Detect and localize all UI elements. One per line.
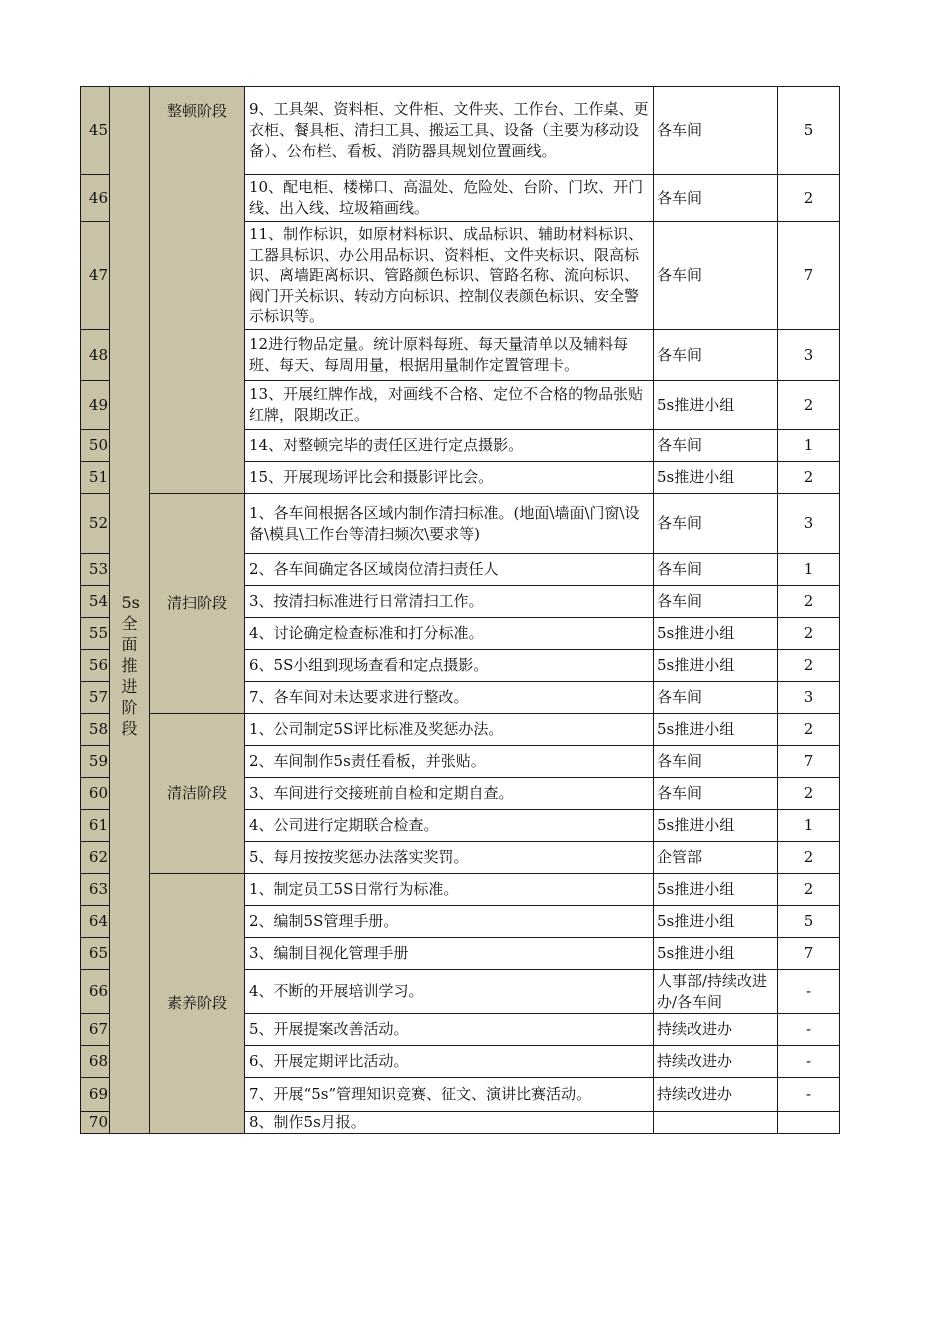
task-text: 2、车间制作5s责任看板，并张贴。 [245,746,654,778]
row-number: 70 [81,1112,110,1134]
task-text: 2、编制5S管理手册。 [245,906,654,938]
table-row [81,874,840,906]
qty-value: 7 [778,938,840,970]
row-number: 63 [81,874,110,906]
task-text: 8、制作5s月报。 [245,1112,654,1134]
task-text: 4、公司进行定期联合检查。 [245,810,654,842]
qty-value: 2 [778,381,840,430]
row-number: 58 [81,714,110,746]
qty-value: 3 [778,330,840,381]
row-number: 57 [81,682,110,714]
qty-value: - [778,970,840,1014]
dept-text: 5s推进小组 [654,618,778,650]
row-number: 61 [81,810,110,842]
qty-value: 2 [778,874,840,906]
qty-value: - [778,1046,840,1078]
qty-value: 2 [778,618,840,650]
dept-text: 5s推进小组 [654,810,778,842]
dept-text: 各车间 [654,746,778,778]
task-text: 2、各车间确定各区域岗位清扫责任人 [245,554,654,586]
stage-suyang: 素养阶段 [150,874,245,1134]
dept-text: 持续改进办 [654,1014,778,1046]
row-number: 51 [81,462,110,494]
task-text: 3、按清扫标准进行日常清扫工作。 [245,586,654,618]
stage-zhengdun: 整顿阶段 [150,87,245,494]
qty-value: 5 [778,906,840,938]
row-number: 68 [81,1046,110,1078]
qty-value: 3 [778,494,840,554]
row-number: 48 [81,330,110,381]
task-text: 6、开展定期评比活动。 [245,1046,654,1078]
dept-text: 各车间 [654,222,778,330]
dept-text: 5s推进小组 [654,650,778,682]
dept-text: 5s推进小组 [654,906,778,938]
qty-value: 2 [778,714,840,746]
task-text: 1、制定员工5S日常行为标准。 [245,874,654,906]
dept-text [654,1112,778,1134]
row-number: 46 [81,175,110,222]
table-row [81,714,840,746]
task-text: 11、制作标识，如原材料标识、成品标识、辅助材料标识、工器具标识、办公用品标识、资料柜、文件夹标识、限高标识、离墙距离标识、管路颜色标识、管路名称、流向标识、阀门开关标识、转动方向标识、控制仪表颜色标识、安全警示标识等。 [245,222,654,330]
qty-value: 5 [778,87,840,175]
dept-text: 各车间 [654,554,778,586]
qty-value: 2 [778,462,840,494]
phase-cell [110,87,150,1134]
dept-text: 5s推进小组 [654,381,778,430]
dept-text: 各车间 [654,494,778,554]
qty-value: 1 [778,810,840,842]
row-number: 65 [81,938,110,970]
qty-value: 7 [778,222,840,330]
dept-text: 各车间 [654,682,778,714]
dept-text: 人事部/持续改进办/各车间 [654,970,778,1014]
dept-text: 各车间 [654,586,778,618]
qty-value [778,1112,840,1134]
dept-text: 5s推进小组 [654,938,778,970]
task-text: 9、工具架、资料柜、文件柜、文件夹、工作台、工作桌、更衣柜、餐具柜、清扫工具、搬运工具、设备（主要为移动设备）、公布栏、看板、消防器具规划位置画线。 [245,87,654,175]
row-number: 69 [81,1078,110,1112]
row-number: 52 [81,494,110,554]
table-row [81,87,840,175]
qty-value: - [778,1014,840,1046]
dept-text: 各车间 [654,330,778,381]
row-number: 59 [81,746,110,778]
task-text: 13、开展红牌作战，对画线不合格、定位不合格的物品张贴红牌，限期改正。 [245,381,654,430]
qty-value: 2 [778,650,840,682]
qty-value: 2 [778,842,840,874]
qty-value: 2 [778,586,840,618]
task-text: 15、开展现场评比会和摄影评比会。 [245,462,654,494]
task-text: 5、开展提案改善活动。 [245,1014,654,1046]
row-number: 55 [81,618,110,650]
dept-text: 持续改进办 [654,1078,778,1112]
qty-value: 1 [778,554,840,586]
row-number: 50 [81,430,110,462]
task-text: 3、编制目视化管理手册 [245,938,654,970]
task-text: 10、配电柜、楼梯口、高温处、危险处、台阶、门坎、开门线、出入线、垃圾箱画线。 [245,175,654,222]
dept-text: 企管部 [654,842,778,874]
dept-text: 5s推进小组 [654,462,778,494]
dept-text: 5s推进小组 [654,874,778,906]
task-text: 6、5S小组到现场查看和定点摄影。 [245,650,654,682]
stage-qingjie: 清洁阶段 [150,714,245,874]
row-number: 56 [81,650,110,682]
row-number: 62 [81,842,110,874]
row-number: 54 [81,586,110,618]
task-text: 1、公司制定5S评比标准及奖惩办法。 [245,714,654,746]
task-text: 7、各车间对未达要求进行整改。 [245,682,654,714]
task-text: 14、对整顿完毕的责任区进行定点摄影。 [245,430,654,462]
task-text: 1、各车间根据各区域内制作清扫标准。(地面\墙面\门窗\设备\模具\工作台等清扫频次\要求等) [245,494,654,554]
task-text: 3、车间进行交接班前自检和定期自查。 [245,778,654,810]
task-text: 4、讨论确定检查标准和打分标准。 [245,618,654,650]
row-number: 53 [81,554,110,586]
dept-text: 持续改进办 [654,1046,778,1078]
qty-value: 1 [778,430,840,462]
stage-qingsao: 清扫阶段 [150,494,245,714]
row-number: 64 [81,906,110,938]
plan-table [80,86,840,1134]
dept-text: 各车间 [654,175,778,222]
qty-value: - [778,1078,840,1112]
qty-value: 2 [778,175,840,222]
row-number: 67 [81,1014,110,1046]
row-number: 45 [81,87,110,175]
qty-value: 2 [778,778,840,810]
dept-text: 各车间 [654,430,778,462]
row-number: 66 [81,970,110,1014]
row-number: 49 [81,381,110,430]
dept-text: 各车间 [654,87,778,175]
dept-text: 各车间 [654,778,778,810]
task-text: 4、不断的开展培训学习。 [245,970,654,1014]
row-number: 47 [81,222,110,330]
task-text: 7、开展“5s”管理知识竞赛、征文、演讲比赛活动。 [245,1078,654,1112]
qty-value: 3 [778,682,840,714]
dept-text: 5s推进小组 [654,714,778,746]
phase-label: 5s全面推进阶段 [121,592,140,738]
table-row [81,494,840,554]
qty-value: 7 [778,746,840,778]
row-number: 60 [81,778,110,810]
task-text: 12进行物品定量。统计原料每班、每天量清单以及辅料每班、每天、每周用量，根据用量制作定置管理卡。 [245,330,654,381]
task-text: 5、每月按按奖惩办法落实奖罚。 [245,842,654,874]
